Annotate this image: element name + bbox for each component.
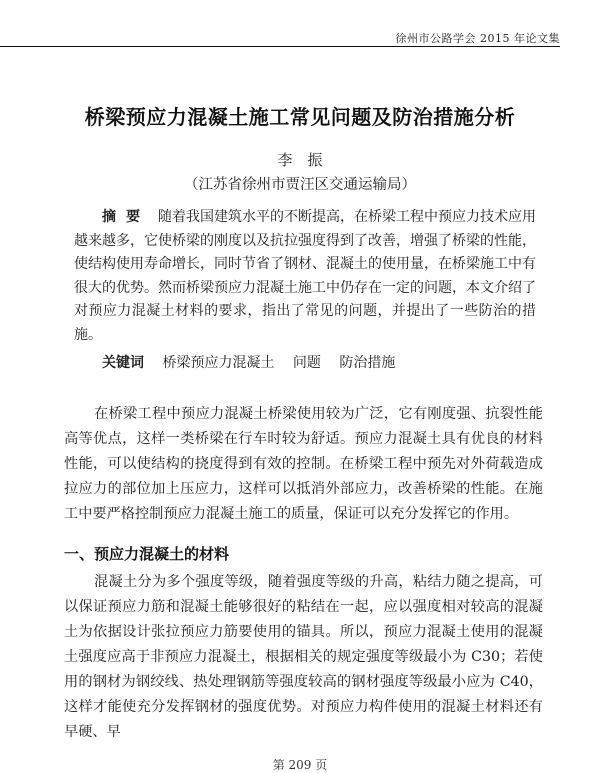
section-paragraph: 混凝土分为多个强度等级，随着强度等级的升高，粘结力随之提高，可以保证预应力筋和混凝土能够很好的粘结在一起，应以强度相对较高的混凝土为依据设计张拉预应力筋要使用的锚具。所以，预应力混凝土使用的混凝土强度应高于非预应力混凝土，根据相关的规定强度等级最小为 C30；若使用的钢材为钢绞线、热处理钢筋等强度较高的钢材强度等级最小应为 C40，这样才能使充分发挥钢材的强度优势。对预应力构件使用的混凝土材料还有早硬、早 [64, 574, 543, 740]
paper-title: 桥梁预应力混凝土施工常见问题及防治措施分析 [84, 105, 516, 129]
abstract-label: 摘要 [102, 209, 150, 225]
page-number: 第 209 页 [272, 758, 328, 772]
running-header: 徐州市公路学会 2015 年论文集 [395, 32, 560, 45]
intro-paragraph: 在桥梁工程中预应力混凝土桥梁使用较为广泛，它有刚度强、抗裂性能高等优点，这样一类桥梁在行车时较为舒适。预应力混凝土具有优良的材料性能，可以使结构的挠度得到有效的控制。在桥梁工程中预先对外荷载造成拉应力的部位加上压应力，这样可以抵消外部应力，改善桥梁的性能。在施工中要严格控制预应力混凝土施工的质量，保证可以充分发挥它的作用。 [64, 406, 543, 522]
header-rule [0, 46, 560, 47]
abstract-text: 随着我国建筑水平的不断提高，在桥梁工程中预应力技术应用越来越多，它使桥梁的刚度以及抗拉强度得到了改善，增强了桥梁的性能，使结构使用寿命增长，同时节省了钢材、混凝土的使用量，在桥梁施工中有很大的优势。然而桥梁预应力混凝土施工中仍存在一定的问题，本文介绍了对预应力混凝土材料的要求，指出了常见的问题，并提出了一些防治的措施。 [74, 209, 536, 343]
abstract [74, 206, 536, 347]
keyword-item: 问题 [292, 355, 321, 371]
author-affiliation: （江苏省徐州市贾汪区交通运输局） [184, 177, 416, 193]
section-heading: 一、预应力混凝土的材料 [64, 545, 230, 563]
keyword-item: 桥梁预应力混凝土 [162, 355, 275, 371]
keywords [102, 352, 542, 372]
keywords-label: 关键词 [102, 355, 144, 371]
keyword-item: 防治措施 [339, 355, 396, 371]
author-name: 李 振 [277, 151, 323, 169]
